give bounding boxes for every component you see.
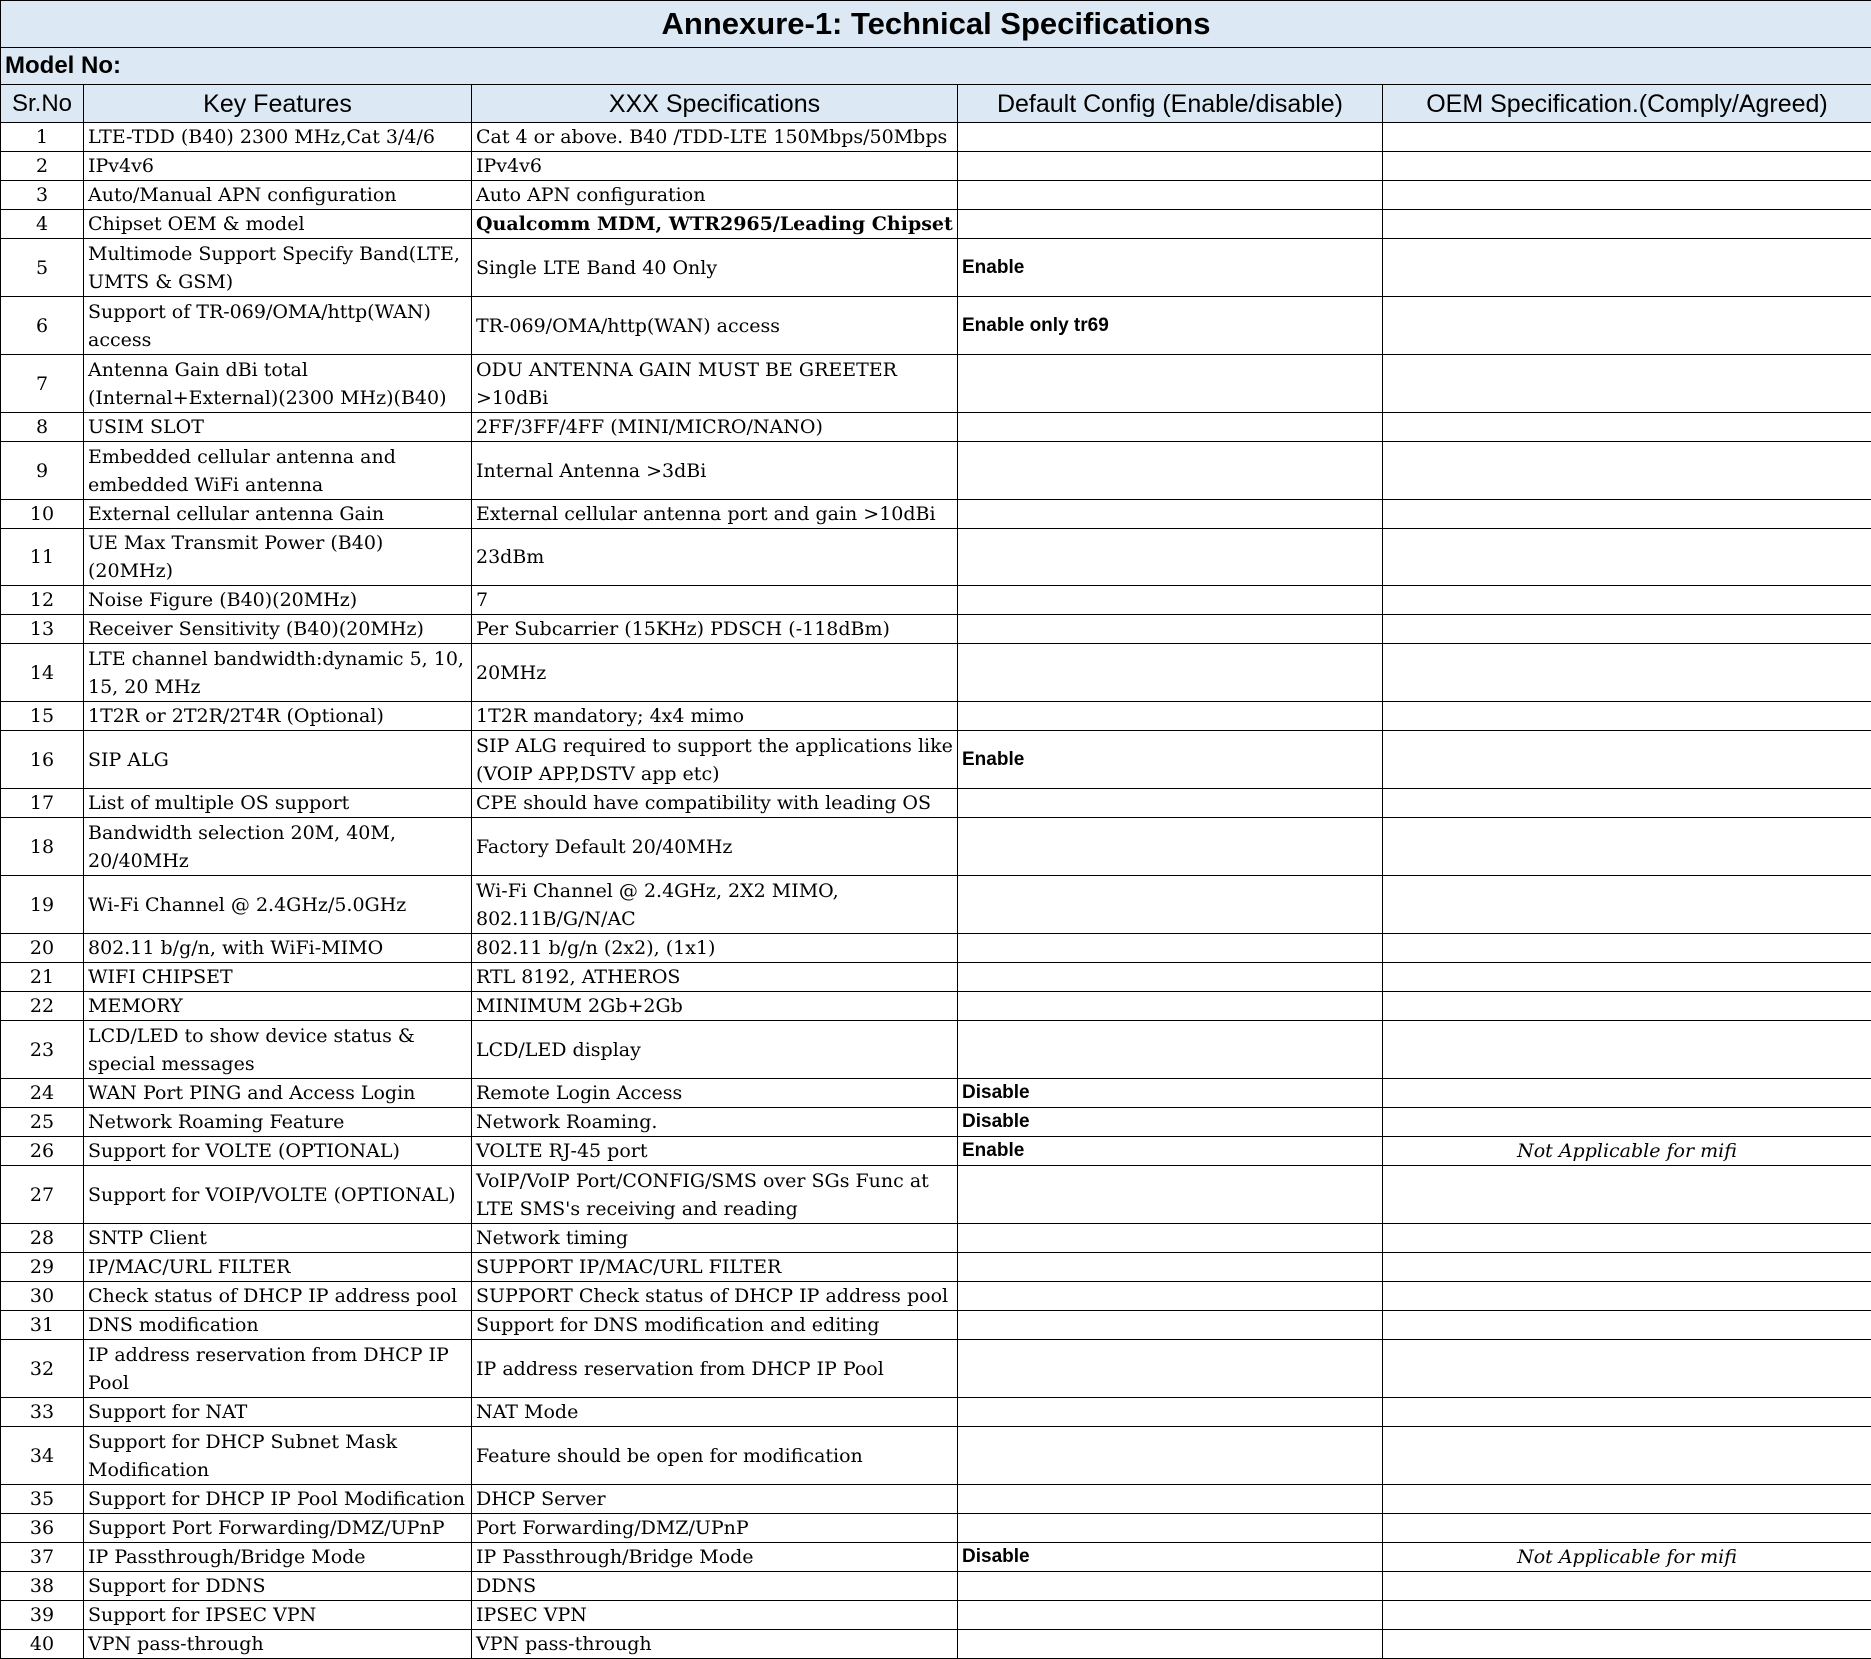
- default-config-cell: [958, 210, 1383, 239]
- sr-no-cell: 19: [1, 876, 84, 934]
- sr-no-cell: 21: [1, 963, 84, 992]
- sr-no-cell: 37: [1, 1543, 84, 1572]
- key-feature-cell: Support for VOIP/VOLTE (OPTIONAL): [84, 1166, 472, 1224]
- header-row: [1, 85, 1871, 123]
- table-row: [1, 644, 1871, 702]
- default-config-cell: [958, 1224, 1383, 1253]
- sr-no-cell: 26: [1, 1137, 84, 1166]
- specification-cell: IP address reservation from DHCP IP Pool: [472, 1340, 958, 1398]
- default-config-cell: Enable: [958, 731, 1383, 789]
- table-row: [1, 586, 1871, 615]
- table-row: [1, 1630, 1871, 1659]
- oem-specification-cell: [1383, 1282, 1871, 1311]
- oem-specification-cell: [1383, 123, 1871, 152]
- column-header-default-config: Default Config (Enable/disable): [958, 85, 1383, 123]
- sr-no-cell: 13: [1, 615, 84, 644]
- key-feature-cell: IP Passthrough/Bridge Mode: [84, 1543, 472, 1572]
- oem-specification-cell: [1383, 1253, 1871, 1282]
- key-feature-cell: Wi-Fi Channel @ 2.4GHz/5.0GHz: [84, 876, 472, 934]
- default-config-cell: [958, 818, 1383, 876]
- default-config-cell: [958, 1572, 1383, 1601]
- table-row: [1, 181, 1871, 210]
- sr-no-cell: 35: [1, 1485, 84, 1514]
- sr-no-cell: 1: [1, 123, 84, 152]
- specification-cell: Auto APN configuration: [472, 181, 958, 210]
- specification-cell: TR-069/OMA/http(WAN) access: [472, 297, 958, 355]
- sr-no-cell: 9: [1, 442, 84, 500]
- default-config-cell: [958, 1253, 1383, 1282]
- oem-specification-cell: [1383, 297, 1871, 355]
- sr-no-cell: 7: [1, 355, 84, 413]
- default-config-cell: [958, 500, 1383, 529]
- key-feature-cell: Multimode Support Specify Band(LTE, UMTS & GSM): [84, 239, 472, 297]
- sr-no-cell: 27: [1, 1166, 84, 1224]
- sr-no-cell: 31: [1, 1311, 84, 1340]
- specification-cell: Qualcomm MDM, WTR2965/Leading Chipset: [472, 210, 958, 239]
- table-row: [1, 152, 1871, 181]
- table-row: [1, 1311, 1871, 1340]
- default-config-cell: Enable only tr69: [958, 297, 1383, 355]
- default-config-cell: [958, 181, 1383, 210]
- specification-cell: Factory Default 20/40MHz: [472, 818, 958, 876]
- default-config-cell: [958, 1282, 1383, 1311]
- key-feature-cell: WAN Port PING and Access Login: [84, 1079, 472, 1108]
- specification-cell: RTL 8192, ATHEROS: [472, 963, 958, 992]
- default-config-cell: [958, 1427, 1383, 1485]
- specification-cell: Internal Antenna >3dBi: [472, 442, 958, 500]
- key-feature-cell: Noise Figure (B40)(20MHz): [84, 586, 472, 615]
- key-feature-cell: MEMORY: [84, 992, 472, 1021]
- oem-specification-cell: [1383, 529, 1871, 586]
- default-config-cell: [958, 355, 1383, 413]
- oem-specification-cell: [1383, 1485, 1871, 1514]
- key-feature-cell: Support for DHCP IP Pool Modification: [84, 1485, 472, 1514]
- specification-cell: 802.11 b/g/n (2x2), (1x1): [472, 934, 958, 963]
- table-row: [1, 239, 1871, 297]
- default-config-cell: [958, 413, 1383, 442]
- table-row: [1, 1340, 1871, 1398]
- oem-specification-cell: [1383, 355, 1871, 413]
- table-row: [1, 413, 1871, 442]
- key-feature-cell: IPv4v6: [84, 152, 472, 181]
- key-feature-cell: DNS modification: [84, 1311, 472, 1340]
- table-row: [1, 1253, 1871, 1282]
- model-row: [1, 48, 1871, 85]
- key-feature-cell: SNTP Client: [84, 1224, 472, 1253]
- sr-no-cell: 28: [1, 1224, 84, 1253]
- key-feature-cell: Support for DDNS: [84, 1572, 472, 1601]
- specification-cell: 23dBm: [472, 529, 958, 586]
- key-feature-cell: Antenna Gain dBi total (Internal+External)(2300 MHz)(B40): [84, 355, 472, 413]
- specification-cell: SUPPORT IP/MAC/URL FILTER: [472, 1253, 958, 1282]
- oem-specification-cell: [1383, 1398, 1871, 1427]
- table-row: [1, 1224, 1871, 1253]
- key-feature-cell: Bandwidth selection 20M, 40M, 20/40MHz: [84, 818, 472, 876]
- oem-specification-cell: [1383, 1601, 1871, 1630]
- table-row: [1, 963, 1871, 992]
- table-row: [1, 876, 1871, 934]
- sr-no-cell: 25: [1, 1108, 84, 1137]
- default-config-cell: [958, 644, 1383, 702]
- oem-specification-cell: [1383, 1079, 1871, 1108]
- oem-specification-cell: [1383, 1572, 1871, 1601]
- sr-no-cell: 16: [1, 731, 84, 789]
- default-config-cell: [958, 529, 1383, 586]
- table-row: [1, 210, 1871, 239]
- table-row: [1, 1021, 1871, 1079]
- oem-specification-cell: [1383, 789, 1871, 818]
- title-row: [1, 1, 1871, 48]
- key-feature-cell: Receiver Sensitivity (B40)(20MHz): [84, 615, 472, 644]
- sr-no-cell: 12: [1, 586, 84, 615]
- key-feature-cell: Auto/Manual APN configuration: [84, 181, 472, 210]
- specification-cell: External cellular antenna port and gain >10dBi: [472, 500, 958, 529]
- table-row: [1, 123, 1871, 152]
- oem-specification-cell: [1383, 1166, 1871, 1224]
- specification-cell: IPSEC VPN: [472, 1601, 958, 1630]
- oem-specification-cell: [1383, 413, 1871, 442]
- key-feature-cell: IP/MAC/URL FILTER: [84, 1253, 472, 1282]
- key-feature-cell: Support Port Forwarding/DMZ/UPnP: [84, 1514, 472, 1543]
- sr-no-cell: 29: [1, 1253, 84, 1282]
- default-config-cell: [958, 963, 1383, 992]
- sr-no-cell: 8: [1, 413, 84, 442]
- sr-no-cell: 4: [1, 210, 84, 239]
- key-feature-cell: Chipset OEM & model: [84, 210, 472, 239]
- specification-cell: 20MHz: [472, 644, 958, 702]
- sr-no-cell: 3: [1, 181, 84, 210]
- sr-no-cell: 30: [1, 1282, 84, 1311]
- specification-cell: Network Roaming.: [472, 1108, 958, 1137]
- specification-cell: 7: [472, 586, 958, 615]
- specification-cell: 1T2R mandatory; 4x4 mimo: [472, 702, 958, 731]
- specification-cell: DDNS: [472, 1572, 958, 1601]
- sr-no-cell: 15: [1, 702, 84, 731]
- sr-no-cell: 38: [1, 1572, 84, 1601]
- column-header-specifications: XXX Specifications: [472, 85, 958, 123]
- specification-cell: DHCP Server: [472, 1485, 958, 1514]
- specification-cell: SUPPORT Check status of DHCP IP address pool: [472, 1282, 958, 1311]
- default-config-cell: [958, 1601, 1383, 1630]
- table-row: [1, 1137, 1871, 1166]
- table-row: [1, 1514, 1871, 1543]
- oem-specification-cell: [1383, 934, 1871, 963]
- default-config-cell: Enable: [958, 1137, 1383, 1166]
- sr-no-cell: 17: [1, 789, 84, 818]
- sr-no-cell: 23: [1, 1021, 84, 1079]
- oem-specification-cell: [1383, 442, 1871, 500]
- oem-specification-cell: [1383, 1630, 1871, 1659]
- table-row: [1, 297, 1871, 355]
- default-config-cell: [958, 876, 1383, 934]
- table-row: [1, 1108, 1871, 1137]
- sr-no-cell: 20: [1, 934, 84, 963]
- specification-cell: NAT Mode: [472, 1398, 958, 1427]
- default-config-cell: [958, 1021, 1383, 1079]
- oem-specification-cell: [1383, 1108, 1871, 1137]
- sr-no-cell: 10: [1, 500, 84, 529]
- oem-specification-cell: [1383, 876, 1871, 934]
- table-row: [1, 1079, 1871, 1108]
- specification-cell: Wi-Fi Channel @ 2.4GHz, 2X2 MIMO, 802.11B/G/N/AC: [472, 876, 958, 934]
- oem-specification-cell: [1383, 818, 1871, 876]
- default-config-cell: [958, 1398, 1383, 1427]
- specification-cell: Cat 4 or above. B40 /TDD-LTE 150Mbps/50Mbps: [472, 123, 958, 152]
- sr-no-cell: 33: [1, 1398, 84, 1427]
- table-row: [1, 992, 1871, 1021]
- oem-specification-cell: [1383, 1311, 1871, 1340]
- default-config-cell: Disable: [958, 1543, 1383, 1572]
- specification-cell: Network timing: [472, 1224, 958, 1253]
- table-row: [1, 818, 1871, 876]
- table-row: [1, 500, 1871, 529]
- oem-specification-cell: [1383, 1427, 1871, 1485]
- table-row: [1, 1282, 1871, 1311]
- table-row: [1, 789, 1871, 818]
- table-row: [1, 529, 1871, 586]
- table-row: [1, 1485, 1871, 1514]
- sr-no-cell: 39: [1, 1601, 84, 1630]
- key-feature-cell: 1T2R or 2T2R/2T4R (Optional): [84, 702, 472, 731]
- sr-no-cell: 2: [1, 152, 84, 181]
- oem-specification-cell: [1383, 992, 1871, 1021]
- key-feature-cell: Network Roaming Feature: [84, 1108, 472, 1137]
- specification-cell: IPv4v6: [472, 152, 958, 181]
- table-row: [1, 1601, 1871, 1630]
- table-row: [1, 731, 1871, 789]
- key-feature-cell: LCD/LED to show device status & special messages: [84, 1021, 472, 1079]
- specification-cell: SIP ALG required to support the applications like (VOIP APP,DSTV app etc): [472, 731, 958, 789]
- specification-cell: Single LTE Band 40 Only: [472, 239, 958, 297]
- sr-no-cell: 40: [1, 1630, 84, 1659]
- specification-cell: IP Passthrough/Bridge Mode: [472, 1543, 958, 1572]
- specification-cell: VOLTE RJ-45 port: [472, 1137, 958, 1166]
- specification-cell: Support for DNS modification and editing: [472, 1311, 958, 1340]
- table-row: [1, 442, 1871, 500]
- sr-no-cell: 18: [1, 818, 84, 876]
- key-feature-cell: LTE channel bandwidth:dynamic 5, 10, 15, 20 MHz: [84, 644, 472, 702]
- model-no-label: Model No:: [1, 48, 1871, 85]
- key-feature-cell: Support for DHCP Subnet Mask Modification: [84, 1427, 472, 1485]
- default-config-cell: [958, 992, 1383, 1021]
- table-row: [1, 702, 1871, 731]
- sr-no-cell: 34: [1, 1427, 84, 1485]
- specification-cell: Port Forwarding/DMZ/UPnP: [472, 1514, 958, 1543]
- key-feature-cell: SIP ALG: [84, 731, 472, 789]
- oem-specification-cell: [1383, 210, 1871, 239]
- key-feature-cell: Support for IPSEC VPN: [84, 1601, 472, 1630]
- key-feature-cell: Check status of DHCP IP address pool: [84, 1282, 472, 1311]
- sheet-title: Annexure-1: Technical Specifications: [1, 1, 1871, 48]
- key-feature-cell: IP address reservation from DHCP IP Pool: [84, 1340, 472, 1398]
- oem-specification-cell: [1383, 1224, 1871, 1253]
- oem-specification-cell: [1383, 1514, 1871, 1543]
- specification-cell: VPN pass-through: [472, 1630, 958, 1659]
- key-feature-cell: VPN pass-through: [84, 1630, 472, 1659]
- sr-no-cell: 6: [1, 297, 84, 355]
- default-config-cell: [958, 123, 1383, 152]
- oem-specification-cell: [1383, 181, 1871, 210]
- sr-no-cell: 11: [1, 529, 84, 586]
- table-row: [1, 1166, 1871, 1224]
- table-row: [1, 615, 1871, 644]
- default-config-cell: [958, 442, 1383, 500]
- key-feature-cell: LTE-TDD (B40) 2300 MHz,Cat 3/4/6: [84, 123, 472, 152]
- default-config-cell: [958, 1630, 1383, 1659]
- default-config-cell: [958, 1340, 1383, 1398]
- sr-no-cell: 22: [1, 992, 84, 1021]
- default-config-cell: [958, 1485, 1383, 1514]
- default-config-cell: [958, 152, 1383, 181]
- default-config-cell: [958, 1311, 1383, 1340]
- table-row: [1, 1427, 1871, 1485]
- specification-cell: Per Subcarrier (15KHz) PDSCH (-118dBm): [472, 615, 958, 644]
- key-feature-cell: USIM SLOT: [84, 413, 472, 442]
- default-config-cell: Disable: [958, 1079, 1383, 1108]
- table-row: [1, 355, 1871, 413]
- table-row: [1, 1543, 1871, 1572]
- oem-specification-cell: [1383, 963, 1871, 992]
- specification-cell: Remote Login Access: [472, 1079, 958, 1108]
- oem-specification-cell: [1383, 152, 1871, 181]
- table-row: [1, 1398, 1871, 1427]
- key-feature-cell: Embedded cellular antenna and embedded WiFi antenna: [84, 442, 472, 500]
- table-row: [1, 1572, 1871, 1601]
- key-feature-cell: UE Max Transmit Power (B40)(20MHz): [84, 529, 472, 586]
- key-feature-cell: External cellular antenna Gain: [84, 500, 472, 529]
- sr-no-cell: 5: [1, 239, 84, 297]
- oem-specification-cell: [1383, 586, 1871, 615]
- default-config-cell: [958, 586, 1383, 615]
- default-config-cell: Enable: [958, 239, 1383, 297]
- oem-specification-cell: [1383, 1340, 1871, 1398]
- column-header-sr-no: Sr.No: [1, 85, 84, 123]
- sr-no-cell: 14: [1, 644, 84, 702]
- key-feature-cell: Support for NAT: [84, 1398, 472, 1427]
- key-feature-cell: WIFI CHIPSET: [84, 963, 472, 992]
- key-feature-cell: Support for VOLTE (OPTIONAL): [84, 1137, 472, 1166]
- default-config-cell: [958, 702, 1383, 731]
- specification-cell: ODU ANTENNA GAIN MUST BE GREETER >10dBi: [472, 355, 958, 413]
- default-config-cell: Disable: [958, 1108, 1383, 1137]
- oem-specification-cell: [1383, 239, 1871, 297]
- default-config-cell: [958, 1166, 1383, 1224]
- specification-cell: VoIP/VoIP Port/CONFIG/SMS over SGs Func at LTE SMS's receiving and reading: [472, 1166, 958, 1224]
- default-config-cell: [958, 615, 1383, 644]
- table-row: [1, 934, 1871, 963]
- oem-specification-cell: [1383, 702, 1871, 731]
- specification-cell: MINIMUM 2Gb+2Gb: [472, 992, 958, 1021]
- sr-no-cell: 32: [1, 1340, 84, 1398]
- column-header-key-features: Key Features: [84, 85, 472, 123]
- specification-cell: 2FF/3FF/4FF (MINI/MICRO/NANO): [472, 413, 958, 442]
- key-feature-cell: List of multiple OS support: [84, 789, 472, 818]
- oem-specification-cell: Not Applicable for mifi: [1383, 1137, 1871, 1166]
- default-config-cell: [958, 934, 1383, 963]
- oem-specification-cell: Not Applicable for mifi: [1383, 1543, 1871, 1572]
- oem-specification-cell: [1383, 500, 1871, 529]
- oem-specification-cell: [1383, 731, 1871, 789]
- oem-specification-cell: [1383, 1021, 1871, 1079]
- specification-cell: Feature should be open for modification: [472, 1427, 958, 1485]
- specification-cell: CPE should have compatibility with leading OS: [472, 789, 958, 818]
- oem-specification-cell: [1383, 644, 1871, 702]
- oem-specification-cell: [1383, 615, 1871, 644]
- specification-cell: LCD/LED display: [472, 1021, 958, 1079]
- default-config-cell: [958, 1514, 1383, 1543]
- default-config-cell: [958, 789, 1383, 818]
- sr-no-cell: 24: [1, 1079, 84, 1108]
- sr-no-cell: 36: [1, 1514, 84, 1543]
- key-feature-cell: 802.11 b/g/n, with WiFi-MIMO: [84, 934, 472, 963]
- key-feature-cell: Support of TR-069/OMA/http(WAN) access: [84, 297, 472, 355]
- column-header-oem: OEM Specification.(Comply/Agreed): [1383, 85, 1871, 123]
